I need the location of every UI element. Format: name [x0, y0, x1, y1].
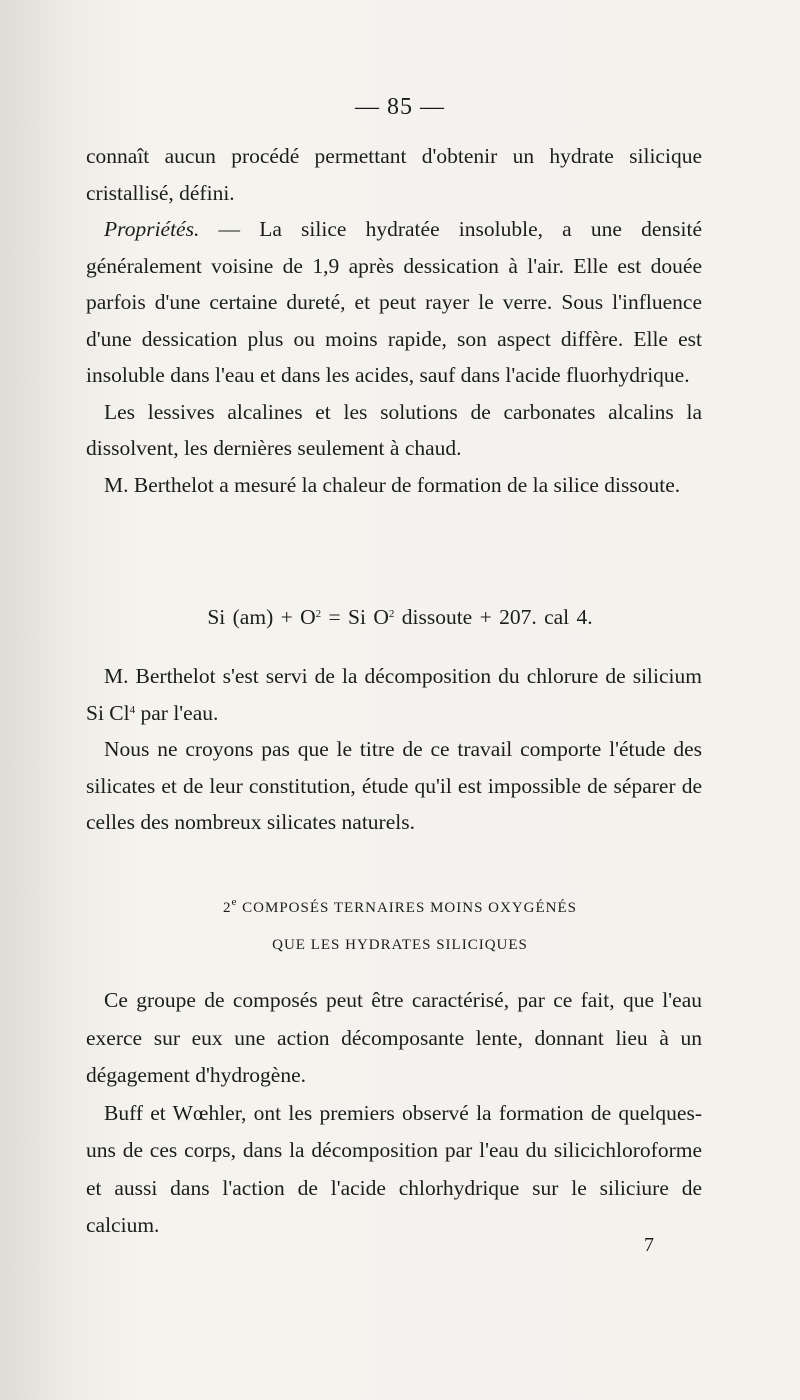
text-block-1 — [86, 138, 702, 503]
paragraph: Buff et Wœhler, ont les premiers observé la formation de quelques-uns de ces corps, dans la décomposition par l'eau du silicichloroforme et aussi dans l'action de l'acide chlorhydrique sur le siliciure de calcium. — [86, 1100, 702, 1237]
paragraph: Ce groupe de composés peut être caractérisé, par ce fait, que l'eau exerce sur eux une action décomposante lente, donnant lieu à un dégagement d'hydrogène. — [86, 988, 702, 1087]
paragraph-proprietes — [86, 211, 702, 394]
paragraph-berthelot: M. Berthelot s'est servi de la décomposition du chlorure de silicium Si Cl$^4$ par l'eau. — [86, 664, 702, 725]
section-heading: 2e COMPOSÉS TERNAIRES MOINS OXYGÉNÉS — [223, 896, 577, 916]
signature-mark: 7 — [644, 1234, 654, 1256]
paragraph-body: — La silice hydratée insoluble, a une densité généralement voisine de 1,9 après dessication à l'air. Elle est douée parfois d'une certaine dureté, et peut rayer le verre. Sous l'influence d'une dessication plus ou moins rapide, son aspect diffère. Elle est insoluble dans l'eau et dans les acides, sauf dans l'acide fluorhydrique. — [86, 217, 702, 387]
text-block-3 — [86, 982, 702, 1245]
italic-lead: Propriétés. — [104, 217, 200, 241]
section-heading-line2: QUE LES HYDRATES SILICIQUES — [272, 937, 528, 953]
text-block-2 — [86, 658, 702, 841]
paragraph: connaît aucun procédé permettant d'obtenir un hydrate silicique cristallisé, défini. — [86, 144, 702, 205]
paragraph: Nous ne croyons pas que le titre de ce travail comporte l'étude des silicates et de leur constitution, étude qu'il est impossible de séparer de celles des nombreux silicates naturels. — [86, 737, 702, 834]
chemical-equation: Si $(am) + O^2 = Si$ $O^2$ dissoute + 207. cal 4. — [207, 605, 593, 629]
paragraph: M. Berthelot a mesuré la chaleur de formation de la silice dissoute. — [104, 472, 681, 497]
page-number-header: — 85 — — [355, 94, 445, 120]
paragraph: Les lessives alcalines et les solutions de carbonates alcalins la dissolvent, les dernières seulement à chaud. — [86, 399, 702, 460]
